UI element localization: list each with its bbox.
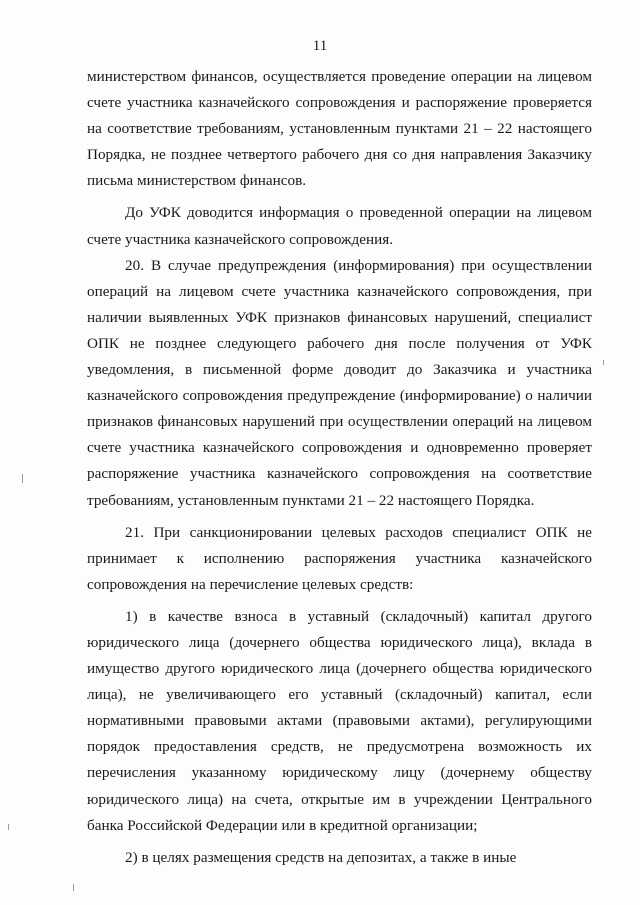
scan-mark (22, 474, 23, 483)
scan-mark (73, 884, 74, 891)
paragraph-continuation: министерством финансов, осуществляется проведение операции на лицевом счете участника казначейского сопровождения и распоряжение проверяется на соответствие требованиям, установленным пунктами 21 – 22 настоящего Порядка, не позднее четвертого рабочего дня со дня направления Заказчику письма министерством финансов. (87, 68, 592, 190)
paragraph-subitem-1: 1) в качестве взноса в уставный (складочный) капитал другого юридического лица (дочернего общества юридического лица), вклада в имущество другого юридического лица (дочернего общества юридического лица), не увеличивающего его уставный (складочный) капитал, если нормативными правовыми актами (правовыми актами), регулирующими порядок предоставления средств, не предусмотрена возможность их перечисления указанному юридическому лицу (дочернему обществу юридического лица) на счета, открытые им в учреждении Центрального банка Российской Федерации или в кредитной организации; (87, 607, 592, 834)
page-number: 11 (312, 38, 328, 54)
scan-mark (603, 360, 604, 365)
paragraph-item-20: 20. В случае предупреждения (информирования) при осуществлении операций на лицевом счете участника казначейского сопровождения, при наличии выявленных УФК признаков финансовых нарушений, специалист ОПК не позднее следующего рабочего дня после получения от УФК уведомления, в письменной форме доводит до Заказчика и участника казначейского сопровождения предупреждение (информирование) о наличии признаков финансовых нарушений при осуществлении операций на лицевом счете участника казначейского сопровождения и одновременно проверяет распоряжение участника казначейского сопровождения на соответствие требованиям, установленным пунктами 21 – 22 настоящего Порядка. (87, 256, 592, 509)
paragraph-subitem-2: 2) в целях размещения средств на депозитах, а также в иные (125, 848, 517, 866)
document-body (87, 64, 592, 871)
paragraph-item-21: 21. При санкционировании целевых расходов специалист ОПК не принимает к исполнению распоряжения участника казначейского сопровождения на перечисление целевых средств: (87, 523, 592, 593)
scan-mark (8, 824, 9, 830)
paragraph-ufk-info: До УФК доводится информация о проведенной операции на лицевом счете участника казначейского сопровождения. (87, 204, 592, 248)
